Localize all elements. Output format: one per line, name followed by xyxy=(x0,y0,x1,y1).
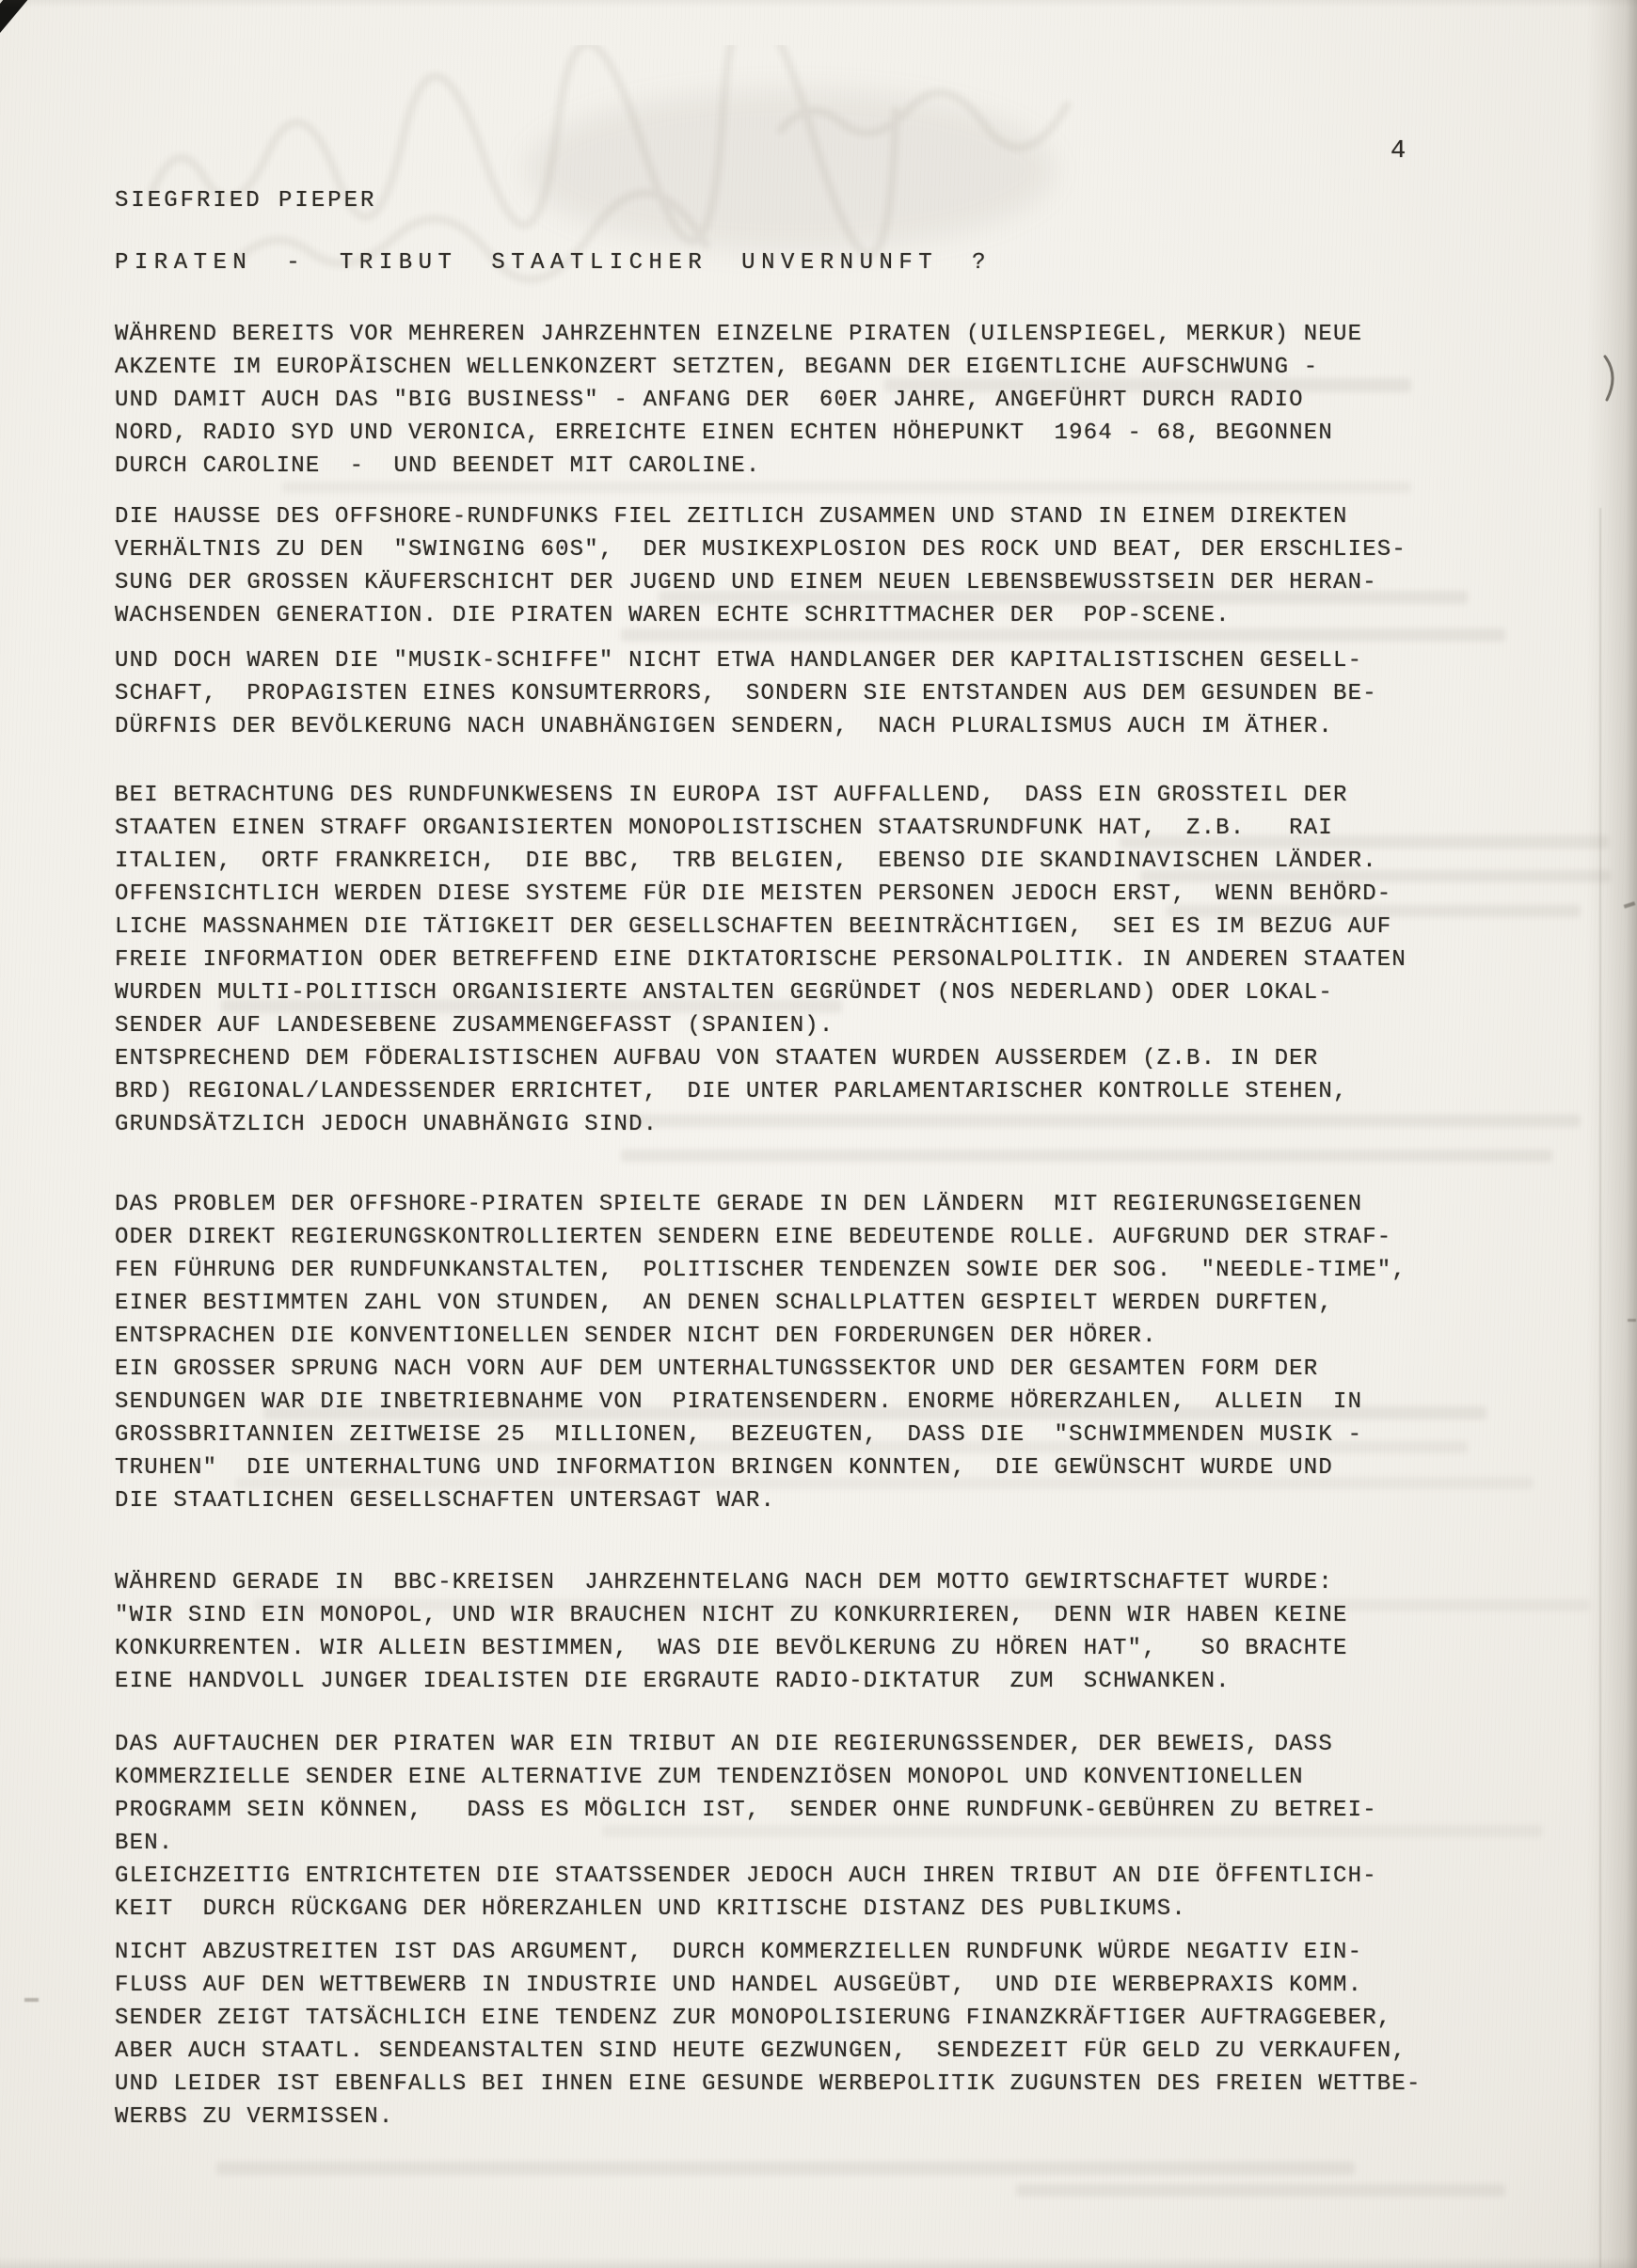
paragraph xyxy=(115,779,1451,1141)
paragraph xyxy=(115,318,1451,483)
paragraph xyxy=(115,1936,1451,2133)
author-name: SIEGFRIED PIEPER xyxy=(115,188,377,214)
text-bleed-through xyxy=(1016,2184,1505,2197)
edge-smudge xyxy=(1628,1319,1636,1322)
document-body xyxy=(115,318,1451,2133)
text-line: SUNG DER GROSSEN KÄUFERSCHICHT DER JUGEND UND EINEM NEUEN LEBENSBEWUSSTSEIN DER HERAN- xyxy=(115,570,1377,595)
paragraph xyxy=(115,1566,1451,1698)
text-line: EIN GROSSER SPRUNG NACH VORN AUF DEM UNTERHALTUNGSSEKTOR UND DER GESAMTEN FORM DER xyxy=(115,1356,1319,1382)
text-line: UND DOCH WAREN DIE "MUSIK-SCHIFFE" NICHT ETWA HANDLANGER DER KAPITALISTISCHEN GESELL- xyxy=(115,648,1363,674)
text-line: "WIR SIND EIN MONOPOL, UND WIR BRAUCHEN NICHT ZU KONKURRIEREN, DENN WIR HABEN KEINE xyxy=(115,1603,1348,1628)
paragraph xyxy=(115,500,1451,632)
text-line: FLUSS AUF DEN WETTBEWERB IN INDUSTRIE UND HANDEL AUSGEÜBT, UND DIE WERBEPRAXIS KOMM. xyxy=(115,1973,1363,1998)
pen-stroke-mark xyxy=(1594,354,1618,406)
text-line: DÜRFNIS DER BEVÖLKERUNG NACH UNABHÄNGIGEN SENDERN, NACH PLURALISMUS AUCH IM ÄTHER. xyxy=(115,714,1333,739)
text-line: EINER BESTIMMTEN ZAHL VON STUNDEN, AN DENEN SCHALLPLATTEN GESPIELT WERDEN DURFTEN, xyxy=(115,1291,1333,1316)
text-line: ODER DIREKT REGIERUNGSKONTROLLIERTEN SENDERN EINE BEDEUTENDE ROLLE. AUFGRUND DER STRAF- xyxy=(115,1225,1392,1250)
document-title: PIRATEN - TRIBUT STAATLICHER UNVERNUNFT ? xyxy=(115,250,992,276)
text-line: SENDER ZEIGT TATSÄCHLICH EINE TENDENZ ZUR MONOPOLISIERUNG FINANZKRÄFTIGER AUFTRAGGEBER, xyxy=(115,2006,1392,2031)
text-line: BRD) REGIONAL/LANDESSENDER ERRICHTET, DIE UNTER PARLAMENTARISCHER KONTROLLE STEHEN, xyxy=(115,1079,1348,1104)
text-line: UND LEIDER IST EBENFALLS BEI IHNEN EINE GESUNDE WERBEPOLITIK ZUGUNSTEN DES FREIEN WETTBE- xyxy=(115,2071,1422,2097)
text-line: EINE HANDVOLL JUNGER IDEALISTEN DIE ERGRAUTE RADIO-DIKTATUR ZUM SCHWANKEN. xyxy=(115,1669,1231,1694)
text-line: GRUNDSÄTZLICH JEDOCH UNABHÄNGIG SIND. xyxy=(115,1112,659,1137)
scan-edge-shadow xyxy=(0,0,1637,8)
text-line: UND DAMIT AUCH DAS "BIG BUSINESS" - ANFANG DER 60ER JAHRE, ANGEFÜHRT DURCH RADIO xyxy=(115,388,1304,413)
paragraph xyxy=(115,1728,1451,1926)
text-line: ABER AUCH STAATL. SENDEANSTALTEN SIND HEUTE GEZWUNGEN, SENDEZEIT FÜR GELD ZU VERKAUFEN, xyxy=(115,2038,1407,2064)
text-line: NORD, RADIO SYD UND VERONICA, ERREICHTE EINEN ECHTEN HÖHEPUNKT 1964 - 68, BEGONNEN xyxy=(115,420,1333,446)
text-line: WERBS ZU VERMISSEN. xyxy=(115,2104,394,2130)
text-line: GLEICHZEITIG ENTRICHTETEN DIE STAATSSENDER JEDOCH AUCH IHREN TRIBUT AN DIE ÖFFENTLICH- xyxy=(115,1864,1377,1889)
handwriting-bleed-through xyxy=(122,45,1232,327)
text-line: GROSSBRITANNIEN ZEITWEISE 25 MILLIONEN, BEZEUGTEN, DASS DIE "SCHWIMMENDEN MUSIK - xyxy=(115,1422,1363,1448)
text-bleed-through xyxy=(216,2162,1355,2175)
page-number: 4 xyxy=(1391,137,1407,166)
text-line: SENDUNGEN WAR DIE INBETRIEBNAHME VON PIRATENSENDERN. ENORME HÖRERZAHLEN, ALLEIN IN xyxy=(115,1389,1363,1415)
text-line: LICHE MASSNAHMEN DIE TÄTIGKEIT DER GESELLSCHAFTEN BEEINTRÄCHTIGEN, SEI ES IM BEZUG AUF xyxy=(115,914,1392,940)
scan-edge-shadow xyxy=(0,2257,1637,2268)
text-line: SENDER AUF LANDESEBENE ZUSAMMENGEFASST (SPANIEN). xyxy=(115,1013,834,1039)
scan-edge-line xyxy=(1599,508,1601,2268)
text-line: KONKURRENTEN. WIR ALLEIN BESTIMMEN, WAS DIE BEVÖLKERUNG ZU HÖREN HAT", SO BRACHTE xyxy=(115,1636,1348,1661)
text-line: NICHT ABZUSTREITEN IST DAS ARGUMENT, DURCH KOMMERZIELLEN RUNDFUNK WÜRDE NEGATIV EIN- xyxy=(115,1940,1363,1965)
corner-ink-mark xyxy=(0,0,29,46)
text-line: KOMMERZIELLE SENDER EINE ALTERNATIVE ZUM TENDENZIÖSEN MONOPOL UND KONVENTIONELLEN xyxy=(115,1765,1304,1790)
text-line: BEN. xyxy=(115,1831,174,1856)
text-line: ITALIEN, ORTF FRANKREICH, DIE BBC, TRB BELGIEN, EBENSO DIE SKANDINAVISCHEN LÄNDER. xyxy=(115,849,1377,874)
text-line: FEN FÜHRUNG DER RUNDFUNKANSTALTEN, POLITISCHER TENDENZEN SOWIE DER SOG. "NEEDLE-TIME", xyxy=(115,1258,1407,1283)
text-line: PROGRAMM SEIN KÖNNEN, DASS ES MÖGLICH IST, SENDER OHNE RUNDFUNK-GEBÜHREN ZU BETREI- xyxy=(115,1798,1377,1823)
ink-bleed-blob xyxy=(527,90,1054,250)
text-line: SCHAFT, PROPAGISTEN EINES KONSUMTERRORS, SONDERN SIE ENTSTANDEN AUS DEM GESUNDEN BE- xyxy=(115,681,1377,706)
text-line: DURCH CAROLINE - UND BEENDET MIT CAROLINE. xyxy=(115,453,761,479)
text-line: DAS PROBLEM DER OFFSHORE-PIRATEN SPIELTE GERADE IN DEN LÄNDERN MIT REGIERUNGSEIGENEN xyxy=(115,1192,1363,1217)
paragraph xyxy=(115,1188,1451,1517)
text-line: DIE STAATLICHEN GESELLSCHAFTEN UNTERSAGT WAR. xyxy=(115,1488,776,1514)
text-line: DAS AUFTAUCHEN DER PIRATEN WAR EIN TRIBUT AN DIE REGIERUNGSSENDER, DER BEWEIS, DASS xyxy=(115,1732,1333,1757)
edge-smudge xyxy=(24,1998,39,2002)
text-line: OFFENSICHTLICH WERDEN DIESE SYSTEME FÜR DIE MEISTEN PERSONEN JEDOCH ERST, WENN BEHÖRD- xyxy=(115,881,1392,907)
text-line: VERHÄLTNIS ZU DEN "SWINGING 60S", DER MUSIKEXPLOSION DES ROCK UND BEAT, DER ERSCHLIES- xyxy=(115,537,1407,563)
text-line: AKZENTE IM EUROPÄISCHEN WELLENKONZERT SETZTEN, BEGANN DER EIGENTLICHE AUFSCHWUNG - xyxy=(115,355,1319,380)
edge-smudge xyxy=(1624,901,1636,909)
text-line: ENTSPRACHEN DIE KONVENTIONELLEN SENDER NICHT DEN FORDERUNGEN DER HÖRER. xyxy=(115,1324,1157,1349)
text-line: KEIT DURCH RÜCKGANG DER HÖRERZAHLEN UND KRITISCHE DISTANZ DES PUBLIKUMS. xyxy=(115,1896,1186,1922)
paragraph xyxy=(115,644,1451,743)
text-line: WÄHREND BEREITS VOR MEHREREN JAHRZEHNTEN EINZELNE PIRATEN (UILENSPIEGEL, MERKUR) NEUE xyxy=(115,322,1363,347)
text-line: WURDEN MULTI-POLITISCH ORGANISIERTE ANSTALTEN GEGRÜNDET (NOS NEDERLAND) ODER LOKAL- xyxy=(115,980,1333,1006)
text-line: DIE HAUSSE DES OFFSHORE-RUNDFUNKS FIEL ZEITLICH ZUSAMMEN UND STAND IN EINEM DIREKTEN xyxy=(115,504,1348,530)
text-line: WÄHREND GERADE IN BBC-KREISEN JAHRZEHNTELANG NACH DEM MOTTO GEWIRTSCHAFTET WURDE: xyxy=(115,1570,1333,1595)
text-line: TRUHEN" DIE UNTERHALTUNG UND INFORMATION BRINGEN KONNTEN, DIE GEWÜNSCHT WURDE UND xyxy=(115,1455,1333,1481)
text-line: BEI BETRACHTUNG DES RUNDFUNKWESENS IN EUROPA IST AUFFALLEND, DASS EIN GROSSTEIL DER xyxy=(115,783,1348,808)
text-line: WACHSENDEN GENERATION. DIE PIRATEN WAREN ECHTE SCHRITTMACHER DER POP-SCENE. xyxy=(115,603,1231,628)
scan-edge-shadow xyxy=(1586,0,1637,2268)
text-line: ENTSPRECHEND DEM FÖDERALISTISCHEN AUFBAU VON STAATEN WURDEN AUSSERDEM (Z.B. IN DER xyxy=(115,1046,1319,1071)
text-line: STAATEN EINEN STRAFF ORGANISIERTEN MONOPOLISTISCHEN STAATSRUNDFUNK HAT, Z.B. RAI xyxy=(115,816,1333,841)
text-line: FREIE INFORMATION ODER BETREFFEND EINE DIKTATORISCHE PERSONALPOLITIK. IN ANDEREN STAATEN xyxy=(115,947,1407,973)
